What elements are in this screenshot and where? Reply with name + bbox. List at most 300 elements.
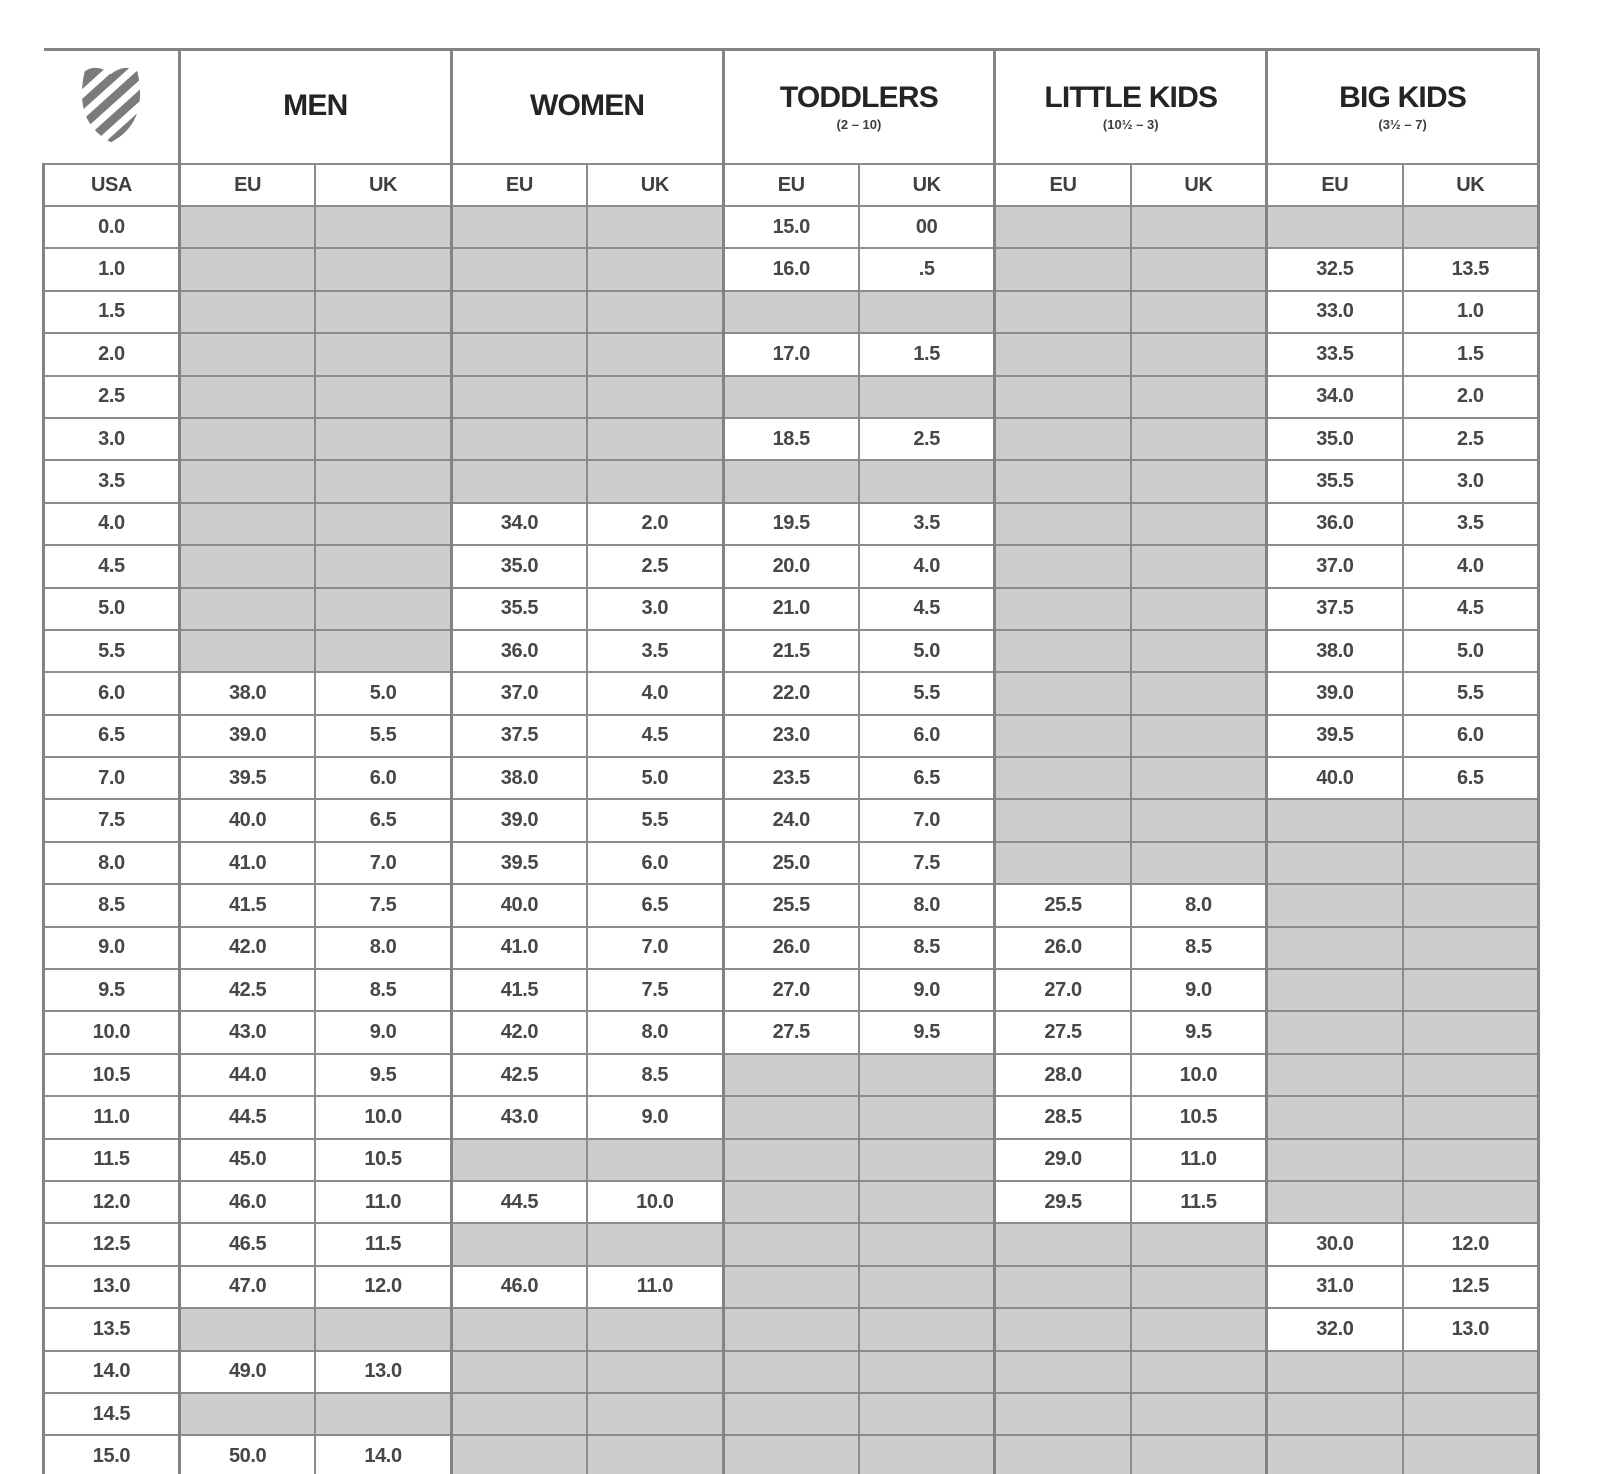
cell-toddlers-uk: 6.5 bbox=[859, 757, 995, 799]
cell-women-uk: 8.0 bbox=[587, 1011, 723, 1053]
cell-little-kids-eu bbox=[995, 545, 1131, 587]
cell-little-kids-eu bbox=[995, 206, 1131, 248]
cell-women-uk bbox=[587, 460, 723, 502]
cell-men-uk bbox=[315, 1308, 451, 1350]
cell-big-kids-uk bbox=[1403, 1393, 1539, 1435]
cell-toddlers-uk bbox=[859, 1181, 995, 1223]
cell-toddlers-uk: .5 bbox=[859, 248, 995, 290]
cell-women-eu: 44.5 bbox=[451, 1181, 587, 1223]
col-header-little-kids-uk: UK bbox=[1131, 164, 1267, 206]
group-title: TODDLERS bbox=[779, 81, 938, 115]
table-row bbox=[44, 1308, 1539, 1350]
cell-little-kids-uk: 10.5 bbox=[1131, 1096, 1267, 1138]
cell-toddlers-uk bbox=[859, 1054, 995, 1096]
cell-big-kids-eu: 36.0 bbox=[1267, 503, 1403, 545]
cell-toddlers-eu bbox=[723, 1054, 859, 1096]
cell-usa-size: 1.5 bbox=[44, 291, 180, 333]
cell-toddlers-eu bbox=[723, 376, 859, 418]
cell-little-kids-eu bbox=[995, 757, 1131, 799]
col-header-women-eu: EU bbox=[451, 164, 587, 206]
table-row bbox=[44, 630, 1539, 672]
cell-big-kids-eu bbox=[1267, 969, 1403, 1011]
cell-little-kids-eu bbox=[995, 630, 1131, 672]
cell-usa-size: 5.5 bbox=[44, 630, 180, 672]
cell-usa-size: 11.0 bbox=[44, 1096, 180, 1138]
cell-women-eu bbox=[451, 460, 587, 502]
cell-women-eu: 43.0 bbox=[451, 1096, 587, 1138]
cell-toddlers-eu: 18.5 bbox=[723, 418, 859, 460]
cell-little-kids-uk: 11.0 bbox=[1131, 1139, 1267, 1181]
cell-big-kids-eu: 38.0 bbox=[1267, 630, 1403, 672]
cell-usa-size: 7.0 bbox=[44, 757, 180, 799]
cell-women-uk: 2.5 bbox=[587, 545, 723, 587]
table-row bbox=[44, 672, 1539, 714]
cell-toddlers-uk: 2.5 bbox=[859, 418, 995, 460]
cell-toddlers-uk bbox=[859, 291, 995, 333]
table-row bbox=[44, 418, 1539, 460]
cell-women-eu bbox=[451, 1393, 587, 1435]
cell-big-kids-eu bbox=[1267, 1011, 1403, 1053]
cell-men-uk: 11.5 bbox=[315, 1223, 451, 1265]
cell-toddlers-uk bbox=[859, 1223, 995, 1265]
cell-men-eu: 42.5 bbox=[179, 969, 315, 1011]
cell-usa-size: 7.5 bbox=[44, 799, 180, 841]
cell-little-kids-uk bbox=[1131, 588, 1267, 630]
cell-usa-size: 11.5 bbox=[44, 1139, 180, 1181]
cell-toddlers-uk bbox=[859, 1139, 995, 1181]
group-title: WOMEN bbox=[529, 88, 645, 122]
cell-women-uk: 4.0 bbox=[587, 672, 723, 714]
cell-toddlers-eu bbox=[723, 460, 859, 502]
cell-little-kids-eu bbox=[995, 418, 1131, 460]
cell-men-uk bbox=[315, 460, 451, 502]
col-header-big-kids-eu: EU bbox=[1267, 164, 1403, 206]
cell-women-eu bbox=[451, 1435, 587, 1474]
cell-toddlers-eu bbox=[723, 1223, 859, 1265]
cell-big-kids-uk bbox=[1403, 799, 1539, 841]
cell-men-uk bbox=[315, 291, 451, 333]
cell-men-eu: 50.0 bbox=[179, 1435, 315, 1474]
cell-women-uk bbox=[587, 291, 723, 333]
cell-big-kids-uk: 2.5 bbox=[1403, 418, 1539, 460]
cell-women-eu: 39.5 bbox=[451, 842, 587, 884]
cell-toddlers-uk bbox=[859, 460, 995, 502]
col-header-women-uk: UK bbox=[587, 164, 723, 206]
cell-men-uk bbox=[315, 248, 451, 290]
cell-men-uk bbox=[315, 588, 451, 630]
table-row bbox=[44, 248, 1539, 290]
cell-men-eu: 39.0 bbox=[179, 715, 315, 757]
cell-little-kids-uk bbox=[1131, 715, 1267, 757]
cell-big-kids-eu: 37.5 bbox=[1267, 588, 1403, 630]
table-row bbox=[44, 799, 1539, 841]
table-row bbox=[44, 757, 1539, 799]
cell-women-eu: 39.0 bbox=[451, 799, 587, 841]
cell-men-uk: 13.0 bbox=[315, 1351, 451, 1393]
cell-usa-size: 14.5 bbox=[44, 1393, 180, 1435]
cell-women-uk: 10.0 bbox=[587, 1181, 723, 1223]
cell-big-kids-eu bbox=[1267, 884, 1403, 926]
cell-women-uk: 9.0 bbox=[587, 1096, 723, 1138]
table-row bbox=[44, 333, 1539, 375]
cell-women-eu: 40.0 bbox=[451, 884, 587, 926]
cell-women-eu bbox=[451, 1139, 587, 1181]
cell-little-kids-eu: 27.5 bbox=[995, 1011, 1131, 1053]
cell-little-kids-eu bbox=[995, 376, 1131, 418]
cell-men-uk bbox=[315, 503, 451, 545]
cell-little-kids-uk bbox=[1131, 1351, 1267, 1393]
cell-big-kids-uk: 1.5 bbox=[1403, 333, 1539, 375]
cell-big-kids-uk: 6.5 bbox=[1403, 757, 1539, 799]
cell-women-eu: 46.0 bbox=[451, 1266, 587, 1308]
cell-little-kids-uk bbox=[1131, 1223, 1267, 1265]
cell-men-eu: 40.0 bbox=[179, 799, 315, 841]
cell-men-eu: 49.0 bbox=[179, 1351, 315, 1393]
cell-women-uk: 2.0 bbox=[587, 503, 723, 545]
cell-men-eu: 38.0 bbox=[179, 672, 315, 714]
cell-women-uk bbox=[587, 1308, 723, 1350]
cell-toddlers-uk: 4.0 bbox=[859, 545, 995, 587]
cell-little-kids-uk bbox=[1131, 248, 1267, 290]
cell-women-eu bbox=[451, 291, 587, 333]
cell-little-kids-eu bbox=[995, 248, 1131, 290]
cell-usa-size: 10.0 bbox=[44, 1011, 180, 1053]
cell-toddlers-eu: 23.5 bbox=[723, 757, 859, 799]
cell-men-eu: 41.0 bbox=[179, 842, 315, 884]
cell-toddlers-eu: 22.0 bbox=[723, 672, 859, 714]
size-rows bbox=[44, 206, 1539, 1474]
cell-women-uk bbox=[587, 333, 723, 375]
cell-little-kids-uk bbox=[1131, 672, 1267, 714]
cell-women-eu: 37.0 bbox=[451, 672, 587, 714]
cell-big-kids-eu bbox=[1267, 206, 1403, 248]
cell-big-kids-eu bbox=[1267, 1054, 1403, 1096]
cell-women-uk bbox=[587, 1435, 723, 1474]
cell-women-uk bbox=[587, 376, 723, 418]
column-header-row bbox=[44, 164, 1539, 206]
cell-men-uk bbox=[315, 376, 451, 418]
cell-women-eu: 35.5 bbox=[451, 588, 587, 630]
cell-little-kids-uk bbox=[1131, 630, 1267, 672]
table-row bbox=[44, 1054, 1539, 1096]
cell-usa-size: 13.0 bbox=[44, 1266, 180, 1308]
cell-big-kids-eu: 39.5 bbox=[1267, 715, 1403, 757]
cell-men-uk: 5.0 bbox=[315, 672, 451, 714]
cell-men-eu bbox=[179, 418, 315, 460]
cell-men-uk: 8.0 bbox=[315, 927, 451, 969]
cell-women-uk: 4.5 bbox=[587, 715, 723, 757]
table-row bbox=[44, 1266, 1539, 1308]
cell-usa-size: 3.5 bbox=[44, 460, 180, 502]
cell-women-eu: 42.5 bbox=[451, 1054, 587, 1096]
cell-men-eu bbox=[179, 460, 315, 502]
cell-big-kids-eu bbox=[1267, 1393, 1403, 1435]
cell-big-kids-uk bbox=[1403, 1096, 1539, 1138]
table-row bbox=[44, 1435, 1539, 1474]
cell-men-uk: 6.5 bbox=[315, 799, 451, 841]
cell-women-eu bbox=[451, 1223, 587, 1265]
cell-men-uk: 11.0 bbox=[315, 1181, 451, 1223]
cell-little-kids-uk bbox=[1131, 842, 1267, 884]
cell-usa-size: 13.5 bbox=[44, 1308, 180, 1350]
cell-big-kids-uk: 2.0 bbox=[1403, 376, 1539, 418]
cell-little-kids-eu bbox=[995, 460, 1131, 502]
cell-men-eu bbox=[179, 588, 315, 630]
cell-toddlers-eu: 26.0 bbox=[723, 927, 859, 969]
cell-toddlers-uk: 3.5 bbox=[859, 503, 995, 545]
group-range: (10½ – 3) bbox=[1102, 116, 1159, 132]
cell-big-kids-uk: 3.0 bbox=[1403, 460, 1539, 502]
cell-usa-size: 1.0 bbox=[44, 248, 180, 290]
cell-women-eu bbox=[451, 418, 587, 460]
cell-men-eu: 46.0 bbox=[179, 1181, 315, 1223]
cell-big-kids-eu: 39.0 bbox=[1267, 672, 1403, 714]
group-header-men bbox=[179, 50, 451, 165]
cell-women-uk: 8.5 bbox=[587, 1054, 723, 1096]
table-row bbox=[44, 969, 1539, 1011]
group-title: BIG KIDS bbox=[1339, 81, 1467, 115]
cell-women-eu: 42.0 bbox=[451, 1011, 587, 1053]
cell-toddlers-uk bbox=[859, 376, 995, 418]
cell-men-eu: 41.5 bbox=[179, 884, 315, 926]
cell-big-kids-uk bbox=[1403, 927, 1539, 969]
group-header-women bbox=[451, 50, 723, 165]
cell-little-kids-uk bbox=[1131, 799, 1267, 841]
cell-men-uk bbox=[315, 1393, 451, 1435]
table-row bbox=[44, 1351, 1539, 1393]
cell-big-kids-uk bbox=[1403, 969, 1539, 1011]
cell-toddlers-eu: 20.0 bbox=[723, 545, 859, 587]
group-title: MEN bbox=[283, 88, 348, 122]
cell-toddlers-uk: 9.0 bbox=[859, 969, 995, 1011]
cell-toddlers-eu bbox=[723, 291, 859, 333]
cell-big-kids-uk bbox=[1403, 1011, 1539, 1053]
cell-men-eu: 44.5 bbox=[179, 1096, 315, 1138]
table-row bbox=[44, 1393, 1539, 1435]
cell-toddlers-uk: 7.0 bbox=[859, 799, 995, 841]
cell-toddlers-uk: 1.5 bbox=[859, 333, 995, 375]
cell-toddlers-uk bbox=[859, 1435, 995, 1474]
cell-toddlers-uk: 9.5 bbox=[859, 1011, 995, 1053]
cell-men-eu: 43.0 bbox=[179, 1011, 315, 1053]
cell-big-kids-uk: 6.0 bbox=[1403, 715, 1539, 757]
cell-women-uk: 3.0 bbox=[587, 588, 723, 630]
cell-big-kids-eu: 35.0 bbox=[1267, 418, 1403, 460]
cell-toddlers-eu: 25.5 bbox=[723, 884, 859, 926]
cell-little-kids-eu bbox=[995, 333, 1131, 375]
cell-big-kids-eu: 32.5 bbox=[1267, 248, 1403, 290]
cell-toddlers-uk: 5.5 bbox=[859, 672, 995, 714]
table-row bbox=[44, 1223, 1539, 1265]
cell-men-uk bbox=[315, 418, 451, 460]
cell-men-uk: 9.5 bbox=[315, 1054, 451, 1096]
cell-men-eu: 45.0 bbox=[179, 1139, 315, 1181]
col-header-toddlers-uk: UK bbox=[859, 164, 995, 206]
cell-little-kids-eu: 27.0 bbox=[995, 969, 1131, 1011]
cell-toddlers-eu: 15.0 bbox=[723, 206, 859, 248]
cell-toddlers-eu: 16.0 bbox=[723, 248, 859, 290]
cell-usa-size: 8.0 bbox=[44, 842, 180, 884]
table-row bbox=[44, 291, 1539, 333]
cell-usa-size: 14.0 bbox=[44, 1351, 180, 1393]
cell-big-kids-uk bbox=[1403, 1139, 1539, 1181]
cell-big-kids-uk: 12.5 bbox=[1403, 1266, 1539, 1308]
cell-little-kids-eu bbox=[995, 1351, 1131, 1393]
cell-big-kids-uk bbox=[1403, 1435, 1539, 1474]
table-row bbox=[44, 842, 1539, 884]
cell-toddlers-eu: 27.5 bbox=[723, 1011, 859, 1053]
cell-women-eu bbox=[451, 376, 587, 418]
cell-little-kids-eu bbox=[995, 1435, 1131, 1474]
table-row bbox=[44, 1181, 1539, 1223]
table-row bbox=[44, 206, 1539, 248]
group-range: (2 – 10) bbox=[836, 116, 882, 132]
cell-men-uk bbox=[315, 545, 451, 587]
cell-little-kids-eu bbox=[995, 1266, 1131, 1308]
cell-toddlers-eu: 21.0 bbox=[723, 588, 859, 630]
group-range: (3½ – 7) bbox=[1378, 116, 1427, 132]
cell-toddlers-uk bbox=[859, 1308, 995, 1350]
cell-women-eu: 36.0 bbox=[451, 630, 587, 672]
cell-little-kids-uk: 8.0 bbox=[1131, 884, 1267, 926]
cell-little-kids-uk bbox=[1131, 376, 1267, 418]
cell-men-uk: 10.5 bbox=[315, 1139, 451, 1181]
cell-little-kids-eu bbox=[995, 1308, 1131, 1350]
cell-men-uk: 7.0 bbox=[315, 842, 451, 884]
cell-men-uk bbox=[315, 333, 451, 375]
cell-men-eu bbox=[179, 376, 315, 418]
cell-toddlers-eu bbox=[723, 1308, 859, 1350]
cell-big-kids-uk: 13.5 bbox=[1403, 248, 1539, 290]
cell-women-uk: 11.0 bbox=[587, 1266, 723, 1308]
col-header-usa: USA bbox=[44, 164, 180, 206]
cell-little-kids-eu: 29.5 bbox=[995, 1181, 1131, 1223]
cell-little-kids-eu bbox=[995, 1393, 1131, 1435]
cell-women-uk: 3.5 bbox=[587, 630, 723, 672]
cell-men-uk: 12.0 bbox=[315, 1266, 451, 1308]
cell-men-eu bbox=[179, 1393, 315, 1435]
cell-toddlers-eu bbox=[723, 1139, 859, 1181]
cell-little-kids-uk bbox=[1131, 1308, 1267, 1350]
cell-big-kids-eu bbox=[1267, 1181, 1403, 1223]
cell-big-kids-uk: 4.5 bbox=[1403, 588, 1539, 630]
cell-little-kids-eu bbox=[995, 503, 1131, 545]
cell-toddlers-eu: 24.0 bbox=[723, 799, 859, 841]
cell-big-kids-uk bbox=[1403, 884, 1539, 926]
cell-little-kids-eu bbox=[995, 799, 1131, 841]
cell-big-kids-uk: 1.0 bbox=[1403, 291, 1539, 333]
cell-men-eu bbox=[179, 545, 315, 587]
cell-little-kids-eu bbox=[995, 588, 1131, 630]
cell-little-kids-uk: 10.0 bbox=[1131, 1054, 1267, 1096]
cell-women-eu bbox=[451, 206, 587, 248]
cell-women-eu bbox=[451, 1351, 587, 1393]
brand-logo-cell bbox=[44, 50, 180, 165]
cell-big-kids-eu bbox=[1267, 799, 1403, 841]
table-row bbox=[44, 588, 1539, 630]
cell-men-uk: 9.0 bbox=[315, 1011, 451, 1053]
cell-big-kids-eu: 37.0 bbox=[1267, 545, 1403, 587]
cell-usa-size: 12.0 bbox=[44, 1181, 180, 1223]
cell-women-uk bbox=[587, 1139, 723, 1181]
cell-women-eu: 38.0 bbox=[451, 757, 587, 799]
table-row bbox=[44, 927, 1539, 969]
cell-men-uk: 10.0 bbox=[315, 1096, 451, 1138]
cell-men-eu: 39.5 bbox=[179, 757, 315, 799]
cell-men-uk: 6.0 bbox=[315, 757, 451, 799]
cell-usa-size: 4.0 bbox=[44, 503, 180, 545]
cell-big-kids-uk: 12.0 bbox=[1403, 1223, 1539, 1265]
cell-big-kids-eu: 40.0 bbox=[1267, 757, 1403, 799]
cell-big-kids-eu bbox=[1267, 1351, 1403, 1393]
cell-usa-size: 9.0 bbox=[44, 927, 180, 969]
group-header-toddlers bbox=[723, 50, 995, 165]
cell-toddlers-eu bbox=[723, 1096, 859, 1138]
cell-usa-size: 0.0 bbox=[44, 206, 180, 248]
cell-big-kids-uk bbox=[1403, 206, 1539, 248]
k-swiss-shield-icon bbox=[78, 64, 144, 144]
cell-women-uk: 5.0 bbox=[587, 757, 723, 799]
cell-big-kids-eu bbox=[1267, 1139, 1403, 1181]
group-header-little-kids bbox=[995, 50, 1267, 165]
cell-usa-size: 8.5 bbox=[44, 884, 180, 926]
cell-toddlers-eu bbox=[723, 1181, 859, 1223]
cell-women-uk bbox=[587, 206, 723, 248]
cell-men-uk bbox=[315, 206, 451, 248]
cell-women-eu bbox=[451, 248, 587, 290]
cell-big-kids-uk: 5.0 bbox=[1403, 630, 1539, 672]
cell-usa-size: 10.5 bbox=[44, 1054, 180, 1096]
cell-men-eu: 46.5 bbox=[179, 1223, 315, 1265]
cell-women-eu: 41.0 bbox=[451, 927, 587, 969]
cell-men-eu bbox=[179, 291, 315, 333]
group-header-big-kids bbox=[1267, 50, 1539, 165]
table-row bbox=[44, 715, 1539, 757]
cell-women-uk bbox=[587, 1223, 723, 1265]
table-row bbox=[44, 1096, 1539, 1138]
cell-women-uk bbox=[587, 418, 723, 460]
table-row bbox=[44, 503, 1539, 545]
cell-little-kids-uk bbox=[1131, 333, 1267, 375]
cell-little-kids-eu bbox=[995, 291, 1131, 333]
cell-women-uk: 6.5 bbox=[587, 884, 723, 926]
cell-women-uk bbox=[587, 248, 723, 290]
cell-little-kids-uk bbox=[1131, 206, 1267, 248]
cell-toddlers-uk bbox=[859, 1096, 995, 1138]
col-header-men-uk: UK bbox=[315, 164, 451, 206]
table-row bbox=[44, 884, 1539, 926]
cell-little-kids-uk: 9.0 bbox=[1131, 969, 1267, 1011]
cell-big-kids-eu: 30.0 bbox=[1267, 1223, 1403, 1265]
cell-men-eu bbox=[179, 1308, 315, 1350]
cell-men-eu bbox=[179, 248, 315, 290]
group-title: LITTLE KIDS bbox=[1044, 81, 1218, 115]
cell-toddlers-eu: 17.0 bbox=[723, 333, 859, 375]
cell-women-eu bbox=[451, 333, 587, 375]
cell-little-kids-eu bbox=[995, 1223, 1131, 1265]
cell-women-uk: 5.5 bbox=[587, 799, 723, 841]
cell-little-kids-uk bbox=[1131, 757, 1267, 799]
cell-women-eu: 41.5 bbox=[451, 969, 587, 1011]
cell-usa-size: 12.5 bbox=[44, 1223, 180, 1265]
cell-big-kids-eu: 35.5 bbox=[1267, 460, 1403, 502]
col-header-toddlers-eu: EU bbox=[723, 164, 859, 206]
cell-big-kids-uk bbox=[1403, 1054, 1539, 1096]
cell-big-kids-uk: 5.5 bbox=[1403, 672, 1539, 714]
cell-toddlers-eu bbox=[723, 1393, 859, 1435]
cell-big-kids-eu: 34.0 bbox=[1267, 376, 1403, 418]
cell-men-eu bbox=[179, 503, 315, 545]
